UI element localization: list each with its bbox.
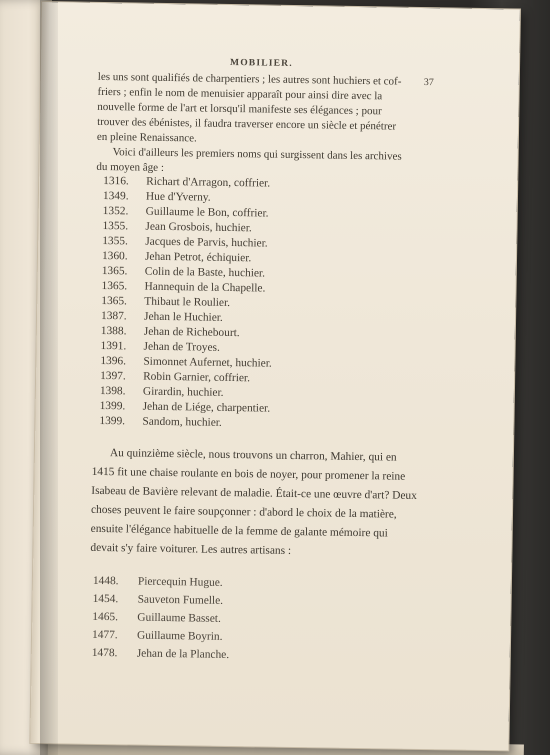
entry-name: Jehan de la Planche. bbox=[136, 647, 230, 662]
text-line: Isabeau de Bavière relevant de maladie. Était-ce une œuvre d'art? Deux bbox=[91, 484, 417, 502]
running-head: MOBILIER. bbox=[229, 57, 293, 69]
entry-name: Guillaume le Bon, coffrier. bbox=[145, 205, 269, 220]
entry-year: 1465. bbox=[92, 610, 119, 624]
book-page bbox=[30, 2, 520, 750]
entry-year: 1365. bbox=[101, 279, 128, 293]
entry-name: Jacques de Parvis, huchier. bbox=[145, 235, 268, 250]
list-item bbox=[92, 612, 221, 625]
list-item bbox=[100, 371, 250, 385]
page-number: 37 bbox=[423, 77, 434, 89]
list-item bbox=[102, 221, 251, 235]
entry-name: Hue d'Yverny. bbox=[145, 190, 211, 204]
text-line: trouver des ébénistes, il faudra traverser encore un siècle et pénétrer bbox=[97, 115, 397, 133]
entry-year: 1349. bbox=[102, 189, 129, 203]
list-item bbox=[102, 266, 265, 280]
list-item bbox=[99, 416, 222, 429]
list-item bbox=[93, 594, 224, 607]
entry-year: 1397. bbox=[100, 369, 126, 383]
text-line: choses peuvent le faire soupçonner : d'abord le choix de la matière, bbox=[90, 503, 397, 521]
entry-name: Jehan de Liége, charpentier. bbox=[142, 400, 271, 415]
entry-name: Piercequin Hugue. bbox=[137, 575, 223, 589]
entry-year: 1478. bbox=[91, 646, 118, 660]
text-line: nouvelle forme de l'art et lorsqu'il manifeste ses élégances ; pour bbox=[97, 100, 382, 118]
list-item bbox=[92, 648, 230, 662]
list-item bbox=[100, 356, 272, 370]
text-line: en pleine Renaissance. bbox=[96, 130, 197, 145]
entry-name: Robin Garnier, coffrier. bbox=[143, 370, 251, 385]
entry-name: Colin de la Baste, huchier. bbox=[144, 265, 266, 280]
list-item bbox=[101, 281, 265, 295]
list-item bbox=[101, 341, 220, 354]
entry-year: 1448. bbox=[92, 574, 119, 588]
list-item bbox=[103, 191, 211, 204]
list-item bbox=[101, 326, 240, 340]
entry-name: Guillaume Boyrin. bbox=[136, 629, 223, 643]
list-item bbox=[100, 386, 224, 399]
text-line: devait s'y faire voiturer. Les autres artisans : bbox=[90, 541, 292, 557]
entry-name: Sauveton Fumelle. bbox=[137, 593, 224, 607]
text-line: friers ; enfin le nom de menuisier apparaît pour ainsi dire avec la bbox=[97, 85, 383, 103]
entry-name: Sandom, huchier. bbox=[142, 415, 222, 429]
entry-year: 1388. bbox=[100, 324, 127, 338]
entry-year: 1360. bbox=[101, 249, 128, 263]
list-item bbox=[101, 311, 223, 324]
entry-name: Jean Grosbois, huchier. bbox=[145, 220, 252, 235]
entry-year: 1398. bbox=[99, 384, 126, 398]
entry-year: 1387. bbox=[100, 309, 127, 323]
entry-year: 1352. bbox=[102, 204, 129, 218]
text-line: ensuite l'élégance habituelle de la femme de galante mémoire qui bbox=[90, 522, 388, 540]
text-line: Voici d'ailleurs les premiers noms qui surgissent dans les archives bbox=[112, 146, 402, 163]
entry-year: 1399. bbox=[99, 414, 126, 428]
list-item bbox=[101, 296, 230, 309]
entry-name: Guillaume Basset. bbox=[137, 611, 221, 625]
list-item bbox=[93, 576, 223, 589]
list-item bbox=[92, 630, 223, 643]
entry-name: Girardin, huchier. bbox=[142, 385, 224, 399]
entry-year: 1454. bbox=[92, 592, 119, 606]
entry-name: Jehan Petrot, échiquier. bbox=[144, 250, 252, 265]
book-gutter-shadow bbox=[40, 0, 58, 755]
entry-year: 1355. bbox=[102, 219, 129, 233]
entry-name: Thibaut le Roulier. bbox=[144, 295, 231, 309]
list-item bbox=[102, 251, 251, 265]
text-line: Au quinzième siècle, nous trouvons un charron, Mahier, qui en bbox=[109, 447, 397, 464]
entry-year: 1355. bbox=[102, 234, 128, 248]
entry-name: Jehan de Troyes. bbox=[143, 340, 220, 354]
entry-name: Richart d'Arragon, coffrier. bbox=[146, 175, 271, 190]
list-item bbox=[103, 206, 269, 220]
entry-year: 1477. bbox=[91, 628, 118, 642]
entry-year: 1396. bbox=[100, 354, 127, 368]
list-item bbox=[102, 236, 268, 250]
entry-name: Simonnet Aufernet, huchier. bbox=[143, 355, 272, 370]
text-line: du moyen âge : bbox=[96, 160, 165, 174]
list-item bbox=[103, 176, 270, 190]
list-item bbox=[100, 401, 271, 415]
text-line: 1415 fit une chaise roulante en bois de noyer, pour promener la reine bbox=[91, 465, 406, 483]
entry-year: 1365. bbox=[101, 294, 128, 308]
entry-year: 1316. bbox=[103, 174, 129, 188]
text-line: les uns sont qualifiés de charpentiers ; les autres sont huchiers et cof- bbox=[97, 70, 402, 88]
entry-name: Jehan de Richebourt. bbox=[143, 325, 240, 340]
entry-year: 1365. bbox=[101, 264, 128, 278]
entry-name: Jehan le Huchier. bbox=[143, 310, 223, 324]
entry-name: Hannequin de la Chapelle. bbox=[144, 280, 266, 295]
entry-year: 1399. bbox=[99, 399, 126, 413]
entry-year: 1391. bbox=[100, 339, 127, 353]
